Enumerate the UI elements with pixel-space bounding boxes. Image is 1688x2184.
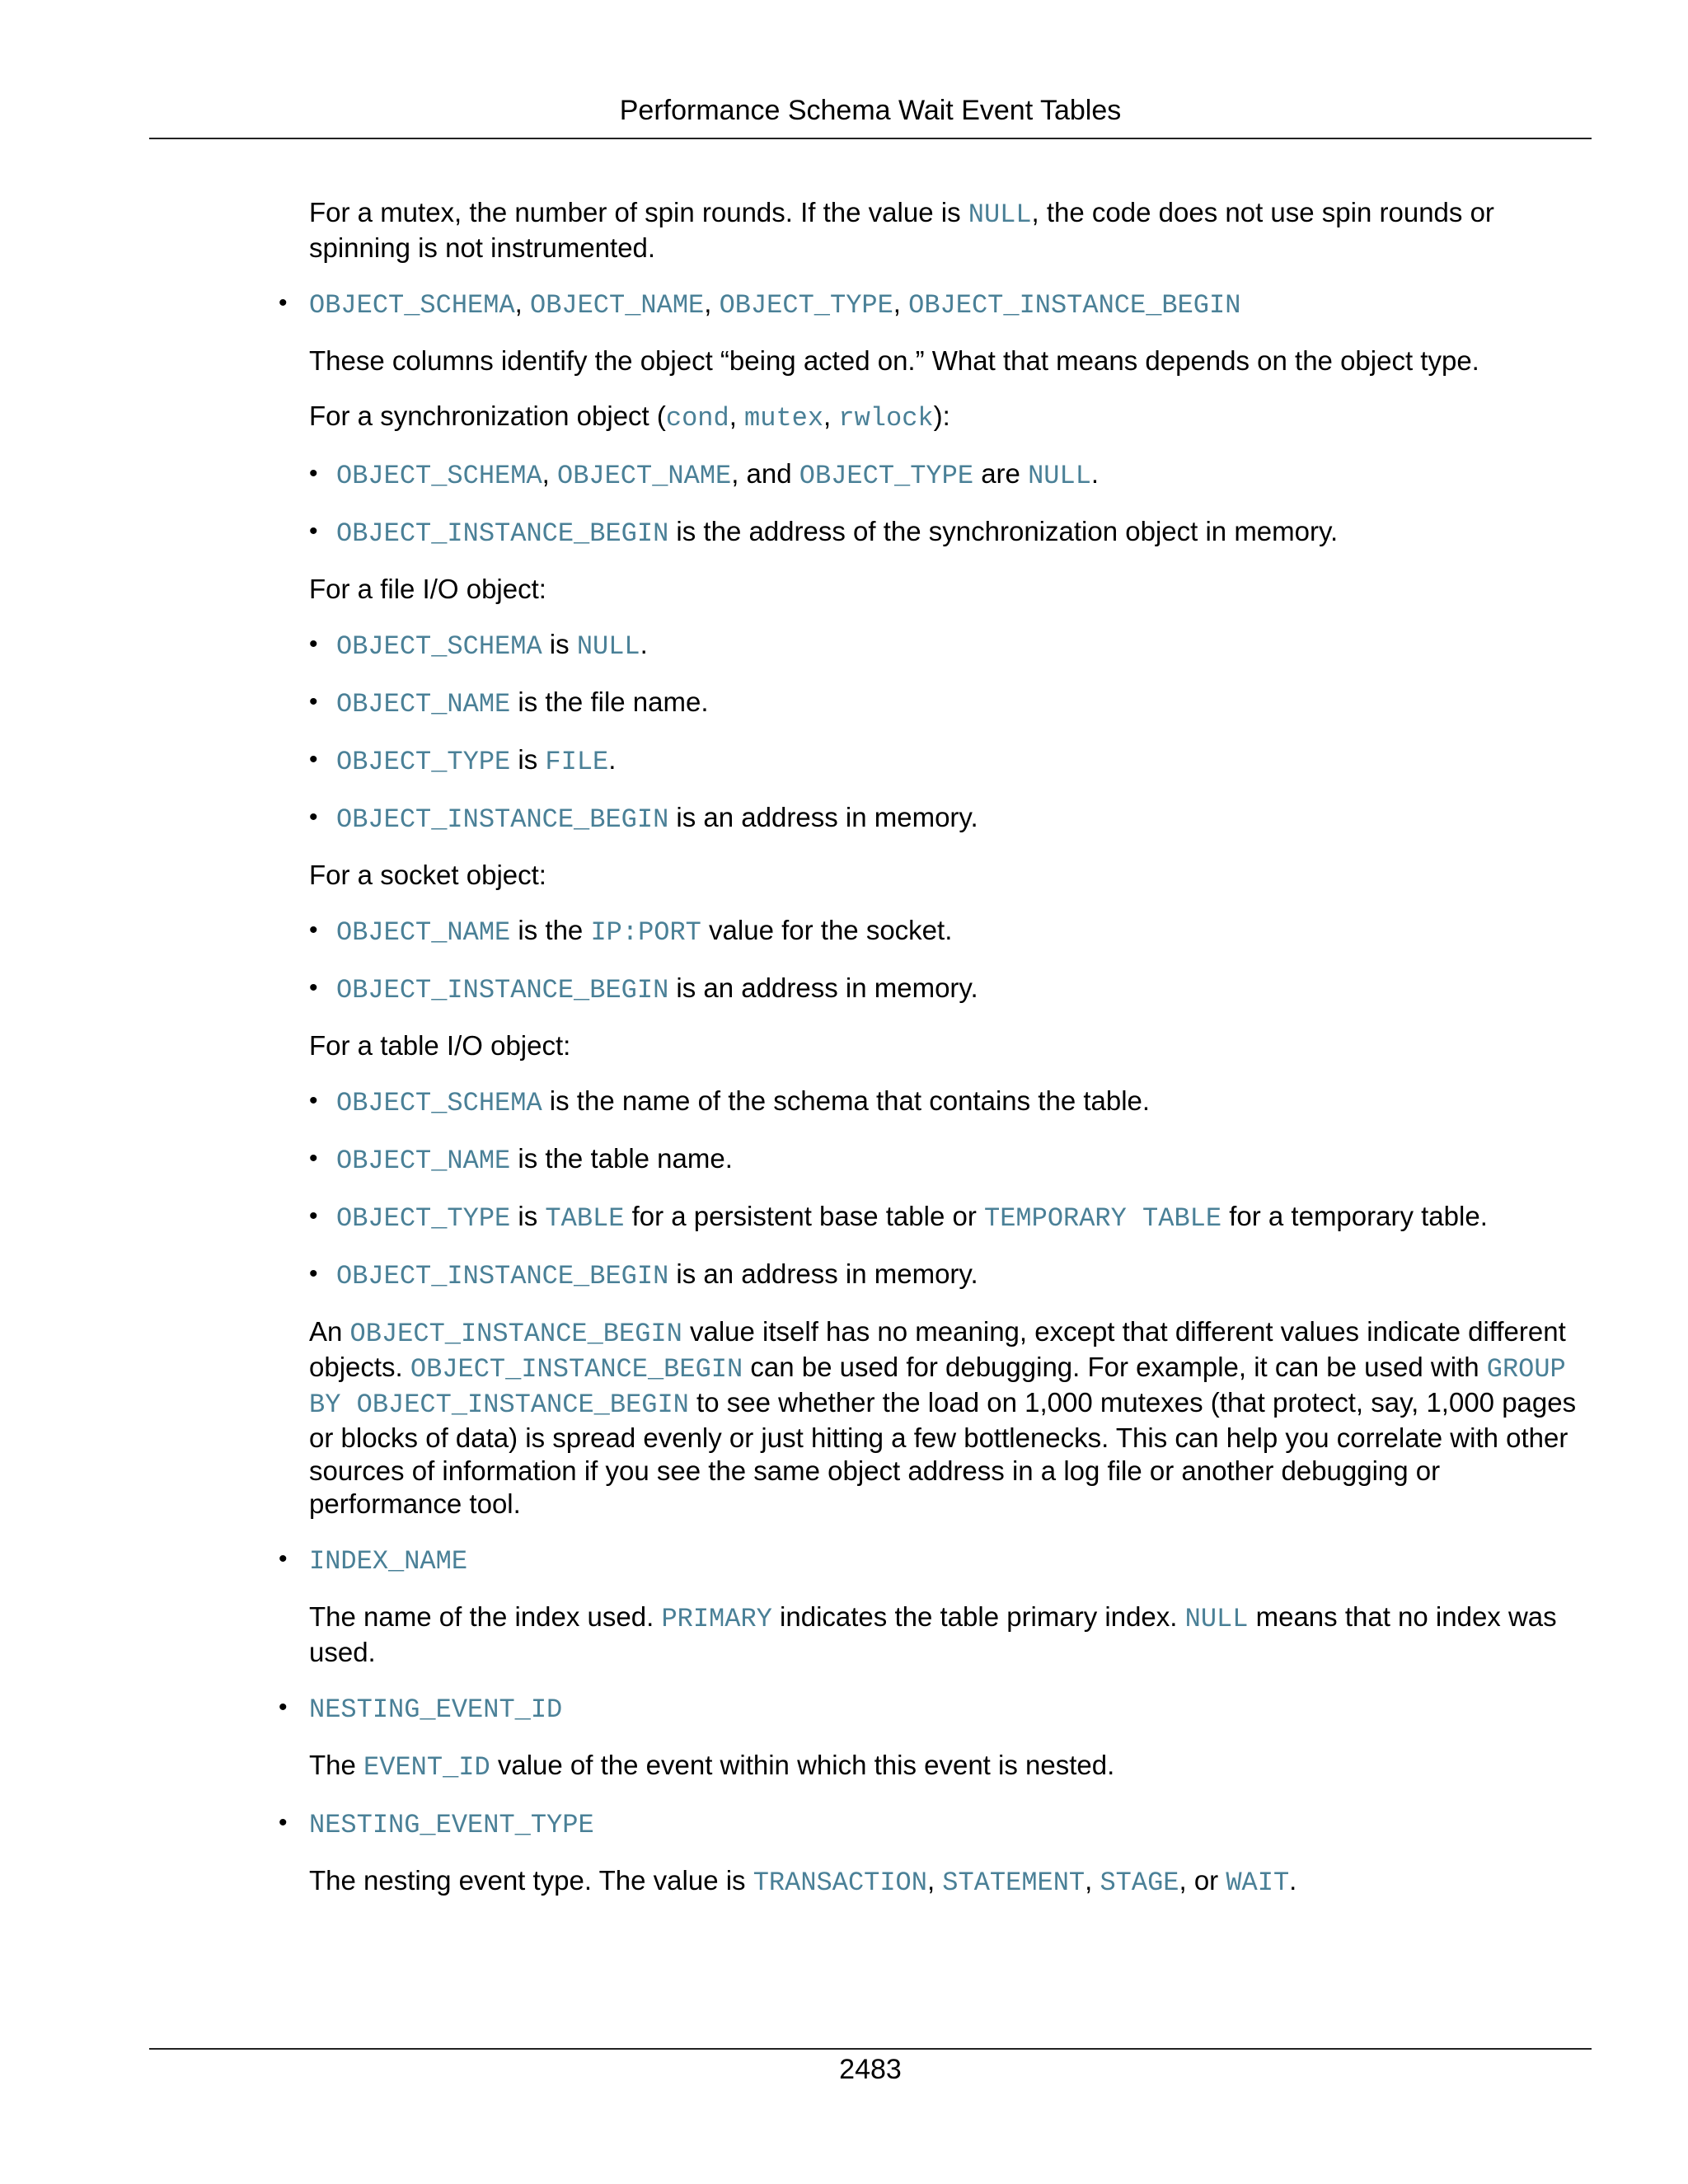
text-run: The nesting event type. The value is xyxy=(309,1865,753,1896)
inline-code: TABLE xyxy=(545,1203,625,1234)
nesting-event-id-description xyxy=(309,1749,1595,1784)
text-run: . xyxy=(640,629,648,659)
text-run: is xyxy=(510,1201,546,1231)
sync-object-lead xyxy=(309,400,1595,435)
inline-code: OBJECT_INSTANCE_BEGIN xyxy=(349,1319,682,1349)
inline-code: NESTING_EVENT_TYPE xyxy=(309,1810,594,1840)
text-run: is xyxy=(510,744,546,775)
text-run: . xyxy=(1090,458,1100,489)
column-list xyxy=(309,287,1595,1900)
socket-object-list xyxy=(309,914,1595,1007)
text-run: , xyxy=(1085,1865,1100,1896)
list-item xyxy=(336,743,1595,779)
inline-code: OBJECT_NAME xyxy=(336,689,511,719)
object-columns-description: These columns identify the object “being acted on.” What that means depends on the object type. xyxy=(309,345,1479,376)
list-item xyxy=(336,1200,1595,1235)
list-item xyxy=(336,457,1595,493)
text-run: value for the socket. xyxy=(701,915,953,945)
inline-code: OBJECT_INSTANCE_BEGIN xyxy=(908,290,1241,321)
text-run: , xyxy=(704,288,720,318)
text-run: , xyxy=(514,288,530,318)
text-run: for a temporary table. xyxy=(1221,1201,1488,1231)
text-run: , the code does not use spin rounds or spinning is not instrumented. xyxy=(309,197,1494,263)
text-run: value of the event within which this event is nested. xyxy=(490,1750,1115,1780)
inline-code: WAIT xyxy=(1226,1868,1290,1898)
inline-code: NULL xyxy=(1184,1604,1249,1634)
inline-code: OBJECT_INSTANCE_BEGIN xyxy=(410,1354,743,1385)
list-item xyxy=(336,1258,1595,1293)
text-run: . xyxy=(608,744,617,775)
inline-code: mutex xyxy=(744,403,824,434)
object-instance-note xyxy=(309,1315,1595,1521)
text-run: For a mutex, the number of spin rounds. If the value is xyxy=(309,197,968,227)
text-run: is the file name. xyxy=(510,687,709,717)
inline-code: STATEMENT xyxy=(942,1868,1085,1898)
text-run: is the address of the synchronization object in memory. xyxy=(668,516,1339,546)
text-run: are xyxy=(973,458,1029,489)
inline-code: INDEX_NAME xyxy=(309,1546,468,1577)
inline-code: OBJECT_NAME xyxy=(556,461,732,491)
inline-code: OBJECT_INSTANCE_BEGIN xyxy=(336,1261,669,1291)
index-name-description xyxy=(309,1601,1595,1669)
text-run: ): xyxy=(933,401,950,431)
text-run: For a synchronization object ( xyxy=(309,401,666,431)
inline-code: TEMPORARY TABLE xyxy=(984,1203,1222,1234)
text-run: can be used for debugging. For example, it can be used with xyxy=(743,1352,1487,1382)
list-item xyxy=(336,972,1595,1007)
list-item xyxy=(336,515,1595,551)
inline-code: GROUP BY OBJECT_INSTANCE_BEGIN xyxy=(309,1354,1566,1420)
inline-code: OBJECT_TYPE xyxy=(336,747,511,777)
nesting-event-type-description xyxy=(309,1864,1595,1900)
object-columns-term xyxy=(309,287,1595,322)
socket-object-lead: For a socket object: xyxy=(309,860,546,890)
inline-code: TRANSACTION xyxy=(753,1868,927,1898)
text-run: , xyxy=(823,401,839,431)
text-run: indicates the table primary index. xyxy=(771,1601,1185,1632)
inline-code: PRIMARY xyxy=(661,1604,772,1634)
text-run: An xyxy=(309,1316,350,1347)
text-run: is xyxy=(542,629,577,659)
inline-code: OBJECT_INSTANCE_BEGIN xyxy=(336,975,669,1005)
inline-code: OBJECT_SCHEMA xyxy=(336,1088,542,1118)
text-run: is an address in memory. xyxy=(668,802,978,832)
sync-object-list xyxy=(309,457,1595,551)
list-item-index-name xyxy=(309,1543,1595,1669)
text-run: . xyxy=(1289,1865,1297,1896)
nesting-event-id-term xyxy=(309,1691,1595,1727)
inline-code: EVENT_ID xyxy=(363,1752,490,1783)
list-item xyxy=(336,1085,1595,1120)
footer-rule xyxy=(149,2048,1592,2050)
list-item xyxy=(336,801,1595,837)
page-number: 2483 xyxy=(839,2054,902,2085)
list-item xyxy=(336,686,1595,721)
file-object-lead: For a file I/O object: xyxy=(309,574,546,604)
inline-code: FILE xyxy=(545,747,609,777)
text-run: is the xyxy=(510,915,591,945)
list-item xyxy=(336,914,1595,949)
inline-code: rwlock xyxy=(838,403,934,434)
inline-code: OBJECT_NAME xyxy=(336,917,511,948)
list-item-nesting-event-type xyxy=(309,1807,1595,1900)
page-content xyxy=(309,196,1595,1922)
inline-code: OBJECT_INSTANCE_BEGIN xyxy=(336,518,669,549)
file-object-list xyxy=(309,628,1595,837)
nesting-event-type-term xyxy=(309,1807,1595,1842)
header-rule xyxy=(149,138,1592,139)
text-run: , xyxy=(729,401,745,431)
text-run: is the name of the schema that contains the table. xyxy=(542,1085,1151,1116)
inline-code: STAGE xyxy=(1100,1868,1179,1898)
text-run: to see whether the load on 1,000 mutexes (that protect, say, 1,000 pages or blocks of data) is spread evenly or just hitting a few bottlenecks. This can help you correlate with other sources of information if you see the same object address in a log file or another debugging or performance tool. xyxy=(309,1387,1577,1519)
text-run: for a persistent base table or xyxy=(624,1201,984,1231)
inline-code: cond xyxy=(665,403,729,434)
text-run: , and xyxy=(731,458,799,489)
text-run: The name of the index used. xyxy=(309,1601,662,1632)
text-run: , xyxy=(542,458,557,489)
text-run: is an address in memory. xyxy=(668,972,978,1003)
inline-code: OBJECT_INSTANCE_BEGIN xyxy=(336,804,669,835)
inline-code: IP:PORT xyxy=(590,917,701,948)
inline-code: OBJECT_SCHEMA xyxy=(336,631,542,662)
list-item xyxy=(336,628,1595,663)
inline-code: NESTING_EVENT_ID xyxy=(309,1694,563,1725)
text-run: is an address in memory. xyxy=(668,1258,978,1289)
table-object-lead: For a table I/O object: xyxy=(309,1030,571,1061)
text-run: means that no index was used. xyxy=(309,1601,1557,1667)
text-run: The xyxy=(309,1750,364,1780)
text-run: , xyxy=(893,288,909,318)
intro-paragraph xyxy=(309,196,1595,265)
table-object-list xyxy=(309,1085,1595,1293)
inline-code: OBJECT_TYPE xyxy=(336,1203,511,1234)
inline-code: OBJECT_NAME xyxy=(529,290,705,321)
inline-code: OBJECT_SCHEMA xyxy=(309,290,515,321)
index-name-term xyxy=(309,1543,1595,1578)
list-item xyxy=(336,1142,1595,1178)
text-run: value itself has no meaning, except that different values indicate different objects. xyxy=(309,1316,1566,1382)
text-run: , xyxy=(926,1865,943,1896)
list-item-nesting-event-id xyxy=(309,1691,1595,1784)
inline-code: OBJECT_TYPE xyxy=(719,290,893,321)
inline-code: OBJECT_SCHEMA xyxy=(336,461,542,491)
inline-code: OBJECT_TYPE xyxy=(799,461,974,491)
inline-code: NULL xyxy=(1028,461,1091,491)
inline-code: OBJECT_NAME xyxy=(336,1146,511,1176)
inline-code: NULL xyxy=(968,199,1032,230)
inline-code: NULL xyxy=(576,631,640,662)
list-item-object-columns xyxy=(309,287,1595,1521)
text-run: , or xyxy=(1179,1865,1226,1896)
text-run: is the table name. xyxy=(510,1143,733,1174)
page-header-title: Performance Schema Wait Event Tables xyxy=(619,95,1122,126)
